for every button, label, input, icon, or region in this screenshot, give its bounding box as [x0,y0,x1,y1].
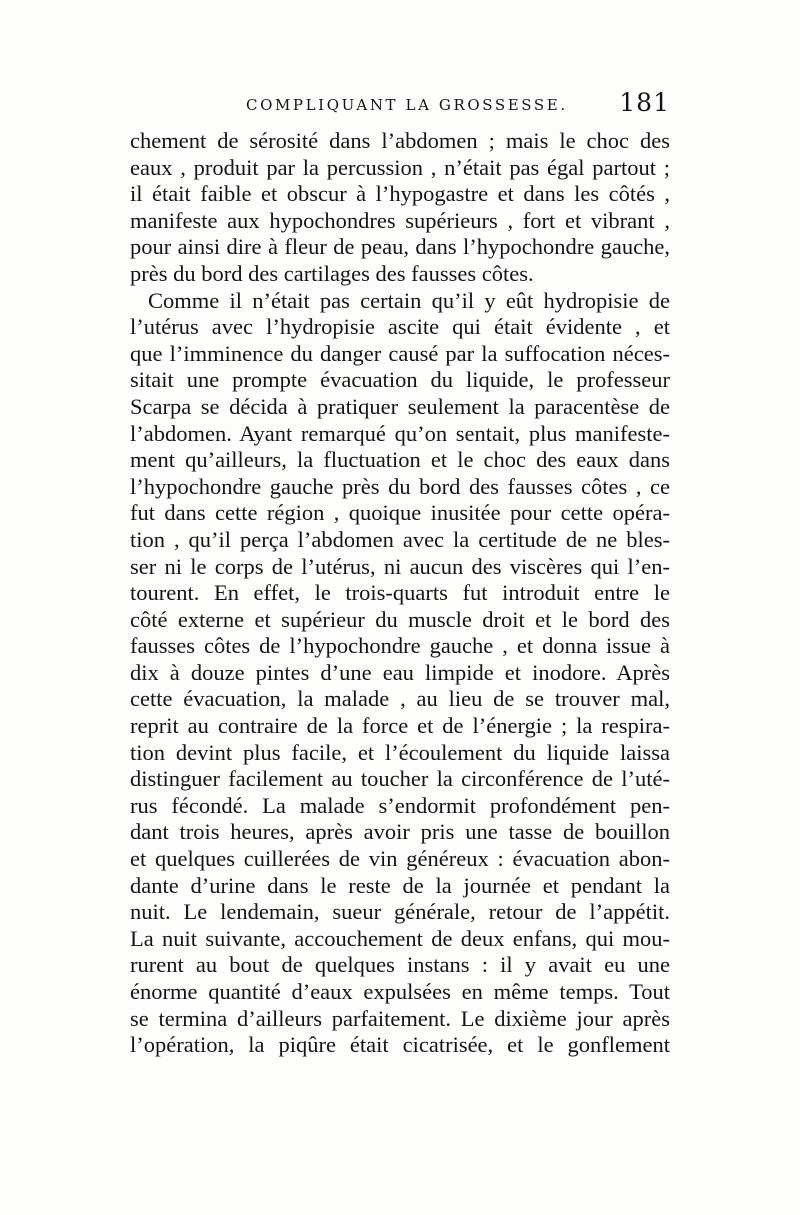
text-line: ment qu’ailleurs, la fluctuation et le choc des eaux dans [130,447,670,473]
text-line: côté externe et supérieur du muscle droit et le bord des [130,606,670,632]
text-line: Scarpa se décida à pratiquer seulement la paracentèse de [130,393,670,419]
text-line: tourent. En effet, le trois-quarts fut introduit entre le [130,580,670,606]
running-head: COMPLIQUANT LA GROSSESSE. [246,96,568,114]
text-line: près du bord des cartilages des fausses côtes. [130,260,534,286]
text-line: l’utérus avec l’hydropisie ascite qui était évidente , et [130,314,670,340]
text-line: rurent au bout de quelques instans : il y avait eu une [130,952,670,978]
text-line: fausses côtes de l’hypochondre gauche , et donna issue à [130,633,670,659]
text-line: ser ni le corps de l’utérus, ni aucun des viscères qui l’en- [130,553,670,579]
text-line: se termina d’ailleurs parfaitement. Le dixième jour après [130,1005,670,1031]
text-line: tion , qu’il perça l’abdomen avec la certitude de ne bles- [130,526,670,552]
text-line: Comme il n’était pas certain qu’il y eût hydropisie de [148,287,670,313]
text-line: distinguer facilement au toucher la circonférence de l’uté- [130,766,670,792]
text-line: tion devint plus facile, et l’écoulement du liquide laissa [130,739,670,765]
page-number: 181 [619,88,670,117]
text-line: et quelques cuillerées de vin généreux : évacuation abon- [130,846,670,872]
text-line: l’abdomen. Ayant remarqué qu’on sentait, plus manifeste- [130,420,670,446]
text-line: rus fécondé. La malade s’endormit profondément pen- [130,792,670,818]
text-line: dant trois heures, après avoir pris une tasse de bouillon [130,819,670,845]
page-header [130,88,670,122]
text-line: que l’imminence du danger causé par la suffocation néces- [130,340,670,366]
text-line: sitait une prompte évacuation du liquide, le professeur [130,367,670,393]
text-line: il était faible et obscur à l’hypogastre et dans les côtés , [130,181,670,207]
text-line: chement de sérosité dans l’abdomen ; mais le choc des [130,128,670,153]
text-line: manifeste aux hypochondres supérieurs , fort et vibrant , [130,207,670,233]
body-text [130,128,670,1059]
text-line: pour ainsi dire à fleur de peau, dans l’hypochondre gauche, [130,234,670,260]
text-line: nuit. Le lendemain, sueur générale, retour de l’appétit. [130,899,670,925]
text-line: La nuit suivante, accouchement de deux enfans, qui mou- [130,925,670,951]
text-line: eaux , produit par la percussion , n’était pas égal partout ; [130,154,670,180]
text-line: cette évacuation, la malade , au lieu de se trouver mal, [130,686,670,712]
text-line: dante d’urine dans le reste de la journée et pendant la [130,872,670,898]
text-line: dix à douze pintes d’une eau limpide et inodore. Après [130,659,670,685]
text-line: énorme quantité d’eaux expulsées en même temps. Tout [130,979,670,1004]
text-line: fut dans cette région , quoique inusitée pour cette opéra- [130,500,670,526]
text-line: reprit au contraire de la force et de l’énergie ; la respira- [130,713,670,739]
text-line: l’hypochondre gauche près du bord des fausses côtes , ce [130,473,670,499]
text-line: l’opération, la piqûre était cicatrisée, et le gonflement [130,1032,670,1058]
